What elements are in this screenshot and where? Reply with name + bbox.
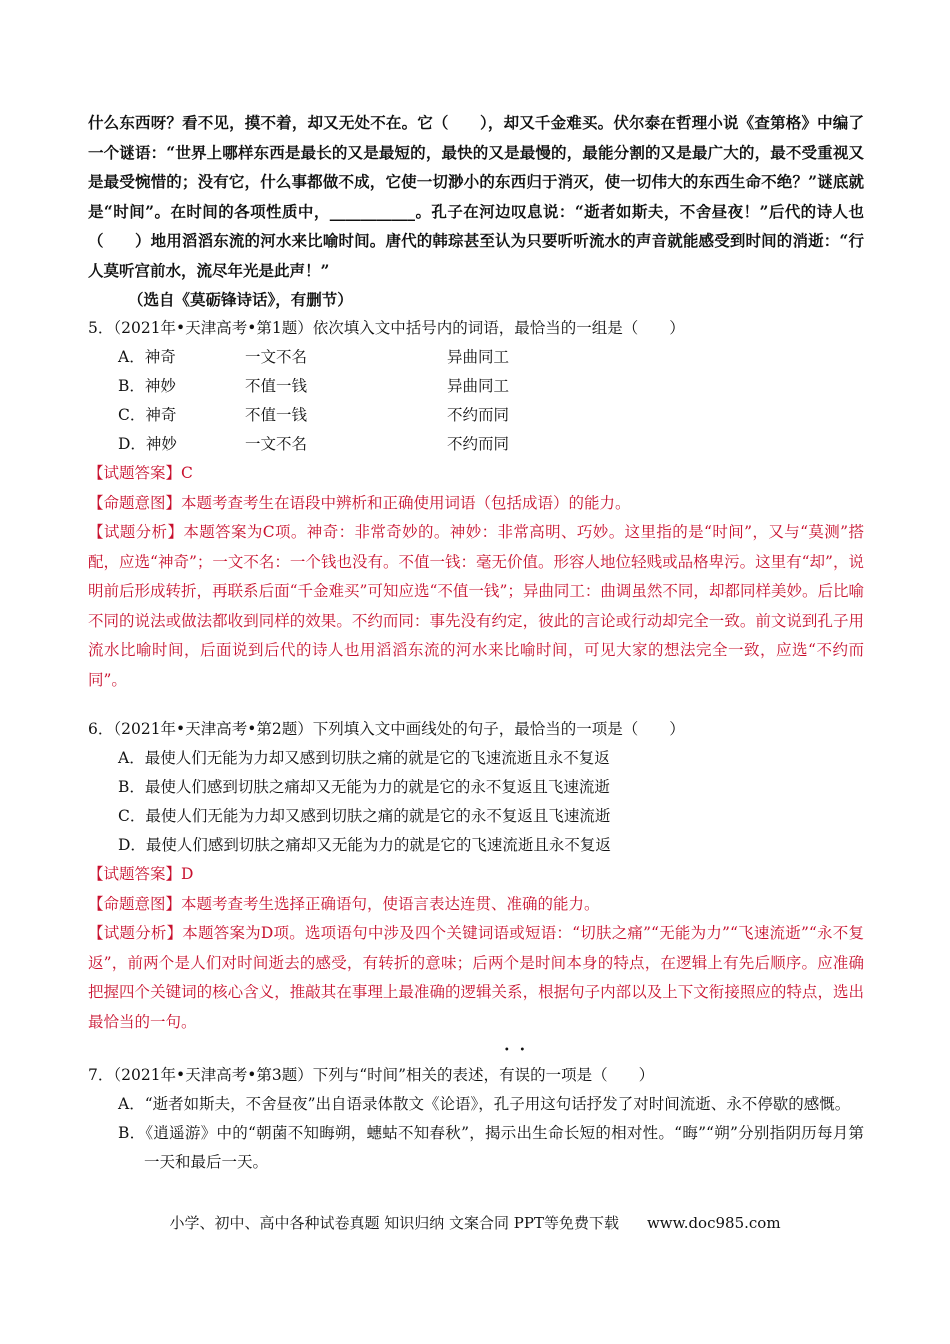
question-5-option-c	[88, 401, 864, 430]
option-word-2: 一文不名	[245, 435, 308, 453]
intent-text: 本题考查考生选择正确语句，使语言表达连贯、准确的能力。	[181, 894, 600, 913]
passage-text: 什么东西呀？看不见，摸不着，却又无处不在。它（ ），却又千金难买。伏尔泰在哲理小说《查第格》中编了一个谜语：“世界上哪样东西是最长的又是最短的，最快的又是最慢的，最能分割的又是最广大的，最不受重视又是最受惋惜的；没有它，什么事都做不成，它使一切渺小的东西归于消灭，使一切伟大的东西生命不绝？”谜底就是“时间”。在时间的各项性质中，___________。孔子在河边叹息说：“逝者如斯夫，不舍昼夜！”后代的诗人也（ ）地用滔滔东流的河水来比喻时间。唐代的韩琮甚至认为只要听听流水的声音就能感受到时间的消逝：“行人莫听宫前水，流尽年光是此声！”	[88, 113, 864, 280]
emphasis-char: 有	[499, 1066, 515, 1084]
question-5-option-a	[88, 343, 864, 372]
question-6-option-d: D．最使人们感到切肤之痛却又无能为力的就是它的飞速流逝且永不复返	[118, 836, 611, 854]
spacer	[88, 1037, 864, 1061]
intent-text: 本题考查考生在语段中辨析和正确使用词语（包括成语）的能力。	[181, 493, 631, 512]
question-6-option-a: A．最使人们无能为力却又感到切肤之痛的就是它的飞速流逝且永不复返	[118, 749, 610, 767]
question-5-answer	[88, 459, 864, 489]
question-5-analysis	[88, 518, 864, 695]
footer-url: www.doc985.com	[646, 1214, 781, 1232]
question-5-option-b	[88, 372, 864, 401]
stem-before: 7．（2021年•天津高考•第3题）下列与“时间”相关的表述，	[88, 1066, 500, 1084]
question-5-option-d	[88, 430, 864, 459]
analysis-tag: 【试题分析】	[88, 924, 183, 942]
analysis-text: 本题答案为C项。神奇：非常奇妙的。神妙：非常高明、巧妙。这里指的是“时间”，又与“莫测”搭配，应选“神奇”；一文不名：一个钱也没有。不值一钱：毫无价值。形容人地位轻贱或品格卑污。这里有“却”，说明前后形成转折，再联系后面“千金难买”可知应选“不值一钱”；异曲同工：曲调虽然不同，却都同样美妙。后比喻不同的说法或做法都收到同样的效果。不约而同：事先没有约定，彼此的言论或行动却完全一致。前文说到孔子用流水比喻时间，后面说到后代的诗人也用滔滔东流的河水来比喻时间，可见大家的想法完全一致，应选“不约而同”。	[88, 523, 864, 689]
question-6-stem: 6．（2021年•天津高考•第2题）下列填入文中画线处的句子，最恰当的一项是（ ）	[88, 720, 685, 738]
option-word-2: 一文不名	[245, 348, 308, 366]
analysis-tag: 【试题分析】	[88, 523, 184, 541]
page-footer	[0, 1212, 950, 1233]
question-6-intent	[88, 890, 864, 920]
option-word-3: 异曲同工	[447, 377, 510, 395]
answer-tag: 【试题答案】	[88, 464, 182, 482]
option-word-1: D．神妙	[118, 435, 177, 453]
option-word-3: 不约而同	[447, 406, 510, 424]
option-word-1: B．神妙	[118, 377, 176, 395]
option-word-2: 不值一钱	[245, 406, 308, 424]
emphasis-char: 误	[514, 1066, 531, 1084]
analysis-text: 本题答案为D项。选项语句中涉及四个关键词语或短语：“切肤之痛”“无能为力”“飞速流逝”“永不复返”，前两个是人们对时间逝去的感受，有转折的意味；后两个是时间本身的特点，在逻辑上有先后顺序。应准确把握四个关键词的核心含义，推敲其在事理上最准确的逻辑关系，根据句子内部以及上下文衔接照应的特点，选出最恰当的一句。	[88, 924, 864, 1031]
passage-source: （选自《莫砺锋诗话》，有删节）	[128, 290, 353, 309]
answer-tag: 【试题答案】	[88, 865, 182, 883]
intent-tag: 【命题意图】	[88, 894, 182, 913]
question-7-option-a: A．“逝者如斯夫，不舍昼夜”出自语录体散文《论语》，孔子用这句话抒发了对时间流逝、永不停歇的感慨。	[118, 1095, 851, 1113]
question-6-option-c: C．最使人们无能为力却又感到切肤之痛的就是它的永不复返且飞速流逝	[118, 807, 611, 825]
option-word-2: 不值一钱	[245, 377, 308, 395]
stem-after: 的一项是（ ）	[530, 1066, 655, 1084]
question-5-stem: 5．（2021年•天津高考•第1题）依次填入文中括号内的词语，最恰当的一组是（ ）	[88, 319, 685, 337]
question-6-analysis	[88, 919, 864, 1037]
answer-value: D	[181, 865, 194, 883]
option-word-1: C．神奇	[118, 406, 177, 424]
question-6-answer	[88, 860, 864, 890]
answer-value: C	[181, 464, 193, 482]
document-body	[88, 108, 864, 1177]
option-word-3: 异曲同工	[447, 348, 510, 366]
footer-text: 小学、初中、高中各种试卷真题 知识归纳 文案合同 PPT等免费下载	[169, 1214, 619, 1232]
intent-tag: 【命题意图】	[88, 493, 182, 512]
question-6-option-b: B．最使人们感到切肤之痛却又无能为力的就是它的永不复返且飞速流逝	[118, 778, 610, 796]
question-5-intent	[88, 489, 864, 519]
question-7-option-b: B．《逍遥游》中的“朝菌不知晦朔，蟪蛄不知春秋”，揭示出生命长短的相对性。“晦”“朔”分别指阴历每月第一天和最后一天。	[118, 1124, 864, 1171]
option-word-1: A．神奇	[118, 348, 176, 366]
spacer	[88, 695, 864, 715]
question-7-stem	[88, 1061, 864, 1090]
option-word-3: 不约而同	[447, 435, 510, 453]
